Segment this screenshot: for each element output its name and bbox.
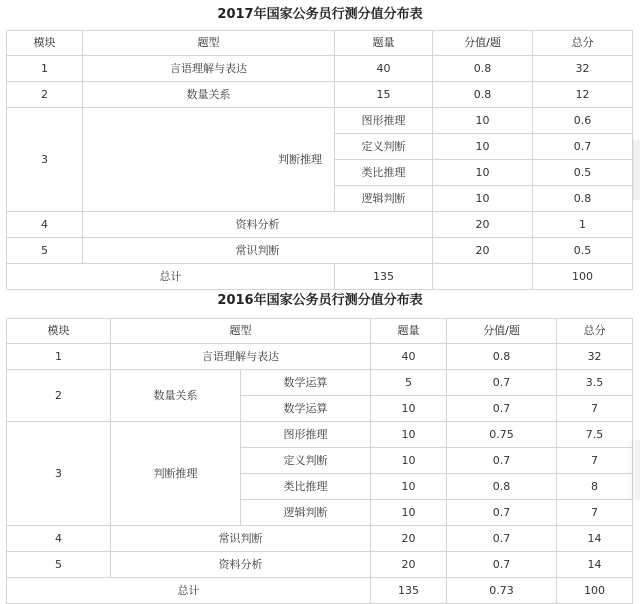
module-cell: 2 [7, 82, 83, 108]
score-cell: 0.5 [533, 160, 633, 186]
table-row [7, 526, 633, 552]
score-cell: 0.75 [447, 422, 557, 448]
type-label: 判断推理 [278, 152, 322, 166]
header-score: 分值/题 [447, 319, 557, 344]
total-cell: 14 [557, 552, 633, 578]
score-cell: 0.7 [447, 526, 557, 552]
total-cell: 7 [557, 396, 633, 422]
subtype-cell: 定义判断 [241, 448, 371, 474]
module-cell: 4 [7, 526, 111, 552]
table-row [7, 238, 633, 264]
score-cell: 0.7 [447, 500, 557, 526]
count-cell: 40 [371, 344, 447, 370]
count-cell: 10 [371, 448, 447, 474]
type-cell: 资料分析 [111, 552, 371, 578]
total-cell: 8 [557, 474, 633, 500]
header-count: 题量 [371, 319, 447, 344]
score-table-2017 [6, 30, 633, 290]
count-cell: 10 [433, 160, 533, 186]
score-cell: 0.6 [533, 108, 633, 134]
module-cell: 5 [7, 552, 111, 578]
table-row [7, 212, 633, 238]
type-cell: 言语理解与表达 [111, 344, 371, 370]
total-cell: 32 [557, 344, 633, 370]
module-cell: 1 [7, 56, 83, 82]
table-footer-row [7, 264, 633, 290]
table-row [7, 108, 633, 134]
header-module: 模块 [7, 319, 111, 344]
count-cell: 20 [433, 238, 533, 264]
subtype-cell: 图形推理 [335, 108, 433, 134]
header-module: 模块 [7, 31, 83, 56]
table-2016-title: 2016年国家公务员行测分值分布表 [217, 293, 423, 308]
footer-label: 总计 [7, 264, 335, 290]
total-cell: 12 [533, 82, 633, 108]
footer-total: 100 [557, 578, 633, 604]
total-cell: 32 [533, 56, 633, 82]
table-header-row [7, 319, 633, 344]
module-cell: 1 [7, 344, 111, 370]
score-cell: 0.7 [447, 370, 557, 396]
count-cell: 10 [433, 134, 533, 160]
count-cell: 10 [371, 422, 447, 448]
type-cell: 数量关系 [111, 370, 241, 422]
total-cell: 3.5 [557, 370, 633, 396]
table-row [7, 82, 633, 108]
score-cell: 0.7 [447, 448, 557, 474]
footer-count: 135 [335, 264, 433, 290]
score-cell: 0.8 [433, 82, 533, 108]
scrollbar[interactable] [633, 140, 640, 200]
table-row [7, 422, 633, 448]
score-cell: 0.7 [447, 396, 557, 422]
score-cell: 0.8 [447, 344, 557, 370]
table-row [7, 56, 633, 82]
score-cell: 0.8 [533, 186, 633, 212]
header-type: 题型 [111, 319, 371, 344]
footer-score [433, 264, 533, 290]
type-cell: 资料分析 [83, 212, 433, 238]
count-cell: 15 [335, 82, 433, 108]
count-cell: 20 [371, 552, 447, 578]
type-cell: 常识判断 [111, 526, 371, 552]
count-cell: 20 [433, 212, 533, 238]
subtype-cell: 逻辑判断 [335, 186, 433, 212]
module-cell: 2 [7, 370, 111, 422]
module-cell: 4 [7, 212, 83, 238]
total-cell: 7 [557, 448, 633, 474]
table-header-row [7, 31, 633, 56]
table-row [7, 552, 633, 578]
module-cell: 3 [7, 108, 83, 212]
subtype-cell: 类比推理 [241, 474, 371, 500]
table-2017-title: 2017年国家公务员行测分值分布表 [217, 7, 423, 22]
type-cell: 常识判断 [83, 238, 433, 264]
total-cell: 7.5 [557, 422, 633, 448]
score-table-2016 [6, 318, 633, 604]
module-cell: 5 [7, 238, 83, 264]
count-cell: 20 [371, 526, 447, 552]
subtype-cell: 图形推理 [241, 422, 371, 448]
count-cell: 10 [371, 500, 447, 526]
footer-label: 总计 [7, 578, 371, 604]
footer-total: 100 [533, 264, 633, 290]
score-cell: 0.7 [447, 552, 557, 578]
header-total: 总分 [557, 319, 633, 344]
subtype-cell: 定义判断 [335, 134, 433, 160]
subtype-cell: 数学运算 [241, 370, 371, 396]
type-cell [83, 108, 335, 212]
score-cell: 0.7 [533, 134, 633, 160]
count-cell: 5 [371, 370, 447, 396]
type-cell: 判断推理 [111, 422, 241, 526]
header-total: 总分 [533, 31, 633, 56]
score-cell: 0.8 [447, 474, 557, 500]
subtype-cell: 数学运算 [241, 396, 371, 422]
header-type: 题型 [83, 31, 335, 56]
total-cell: 14 [557, 526, 633, 552]
count-cell: 10 [371, 474, 447, 500]
table-row [7, 344, 633, 370]
subtype-cell: 逻辑判断 [241, 500, 371, 526]
score-cell: 0.5 [533, 238, 633, 264]
footer-count: 135 [371, 578, 447, 604]
count-cell: 10 [371, 396, 447, 422]
count-cell: 10 [433, 108, 533, 134]
score-cell: 1 [533, 212, 633, 238]
subtype-cell: 类比推理 [335, 160, 433, 186]
table-footer-row [7, 578, 633, 604]
count-cell: 40 [335, 56, 433, 82]
header-score: 分值/题 [433, 31, 533, 56]
type-cell: 数量关系 [83, 82, 335, 108]
total-cell: 7 [557, 500, 633, 526]
score-cell: 0.8 [433, 56, 533, 82]
type-cell: 言语理解与表达 [83, 56, 335, 82]
count-cell: 10 [433, 186, 533, 212]
footer-score: 0.73 [447, 578, 557, 604]
header-count: 题量 [335, 31, 433, 56]
table-row [7, 370, 633, 396]
module-cell: 3 [7, 422, 111, 526]
page-edge-shadow [626, 440, 640, 500]
